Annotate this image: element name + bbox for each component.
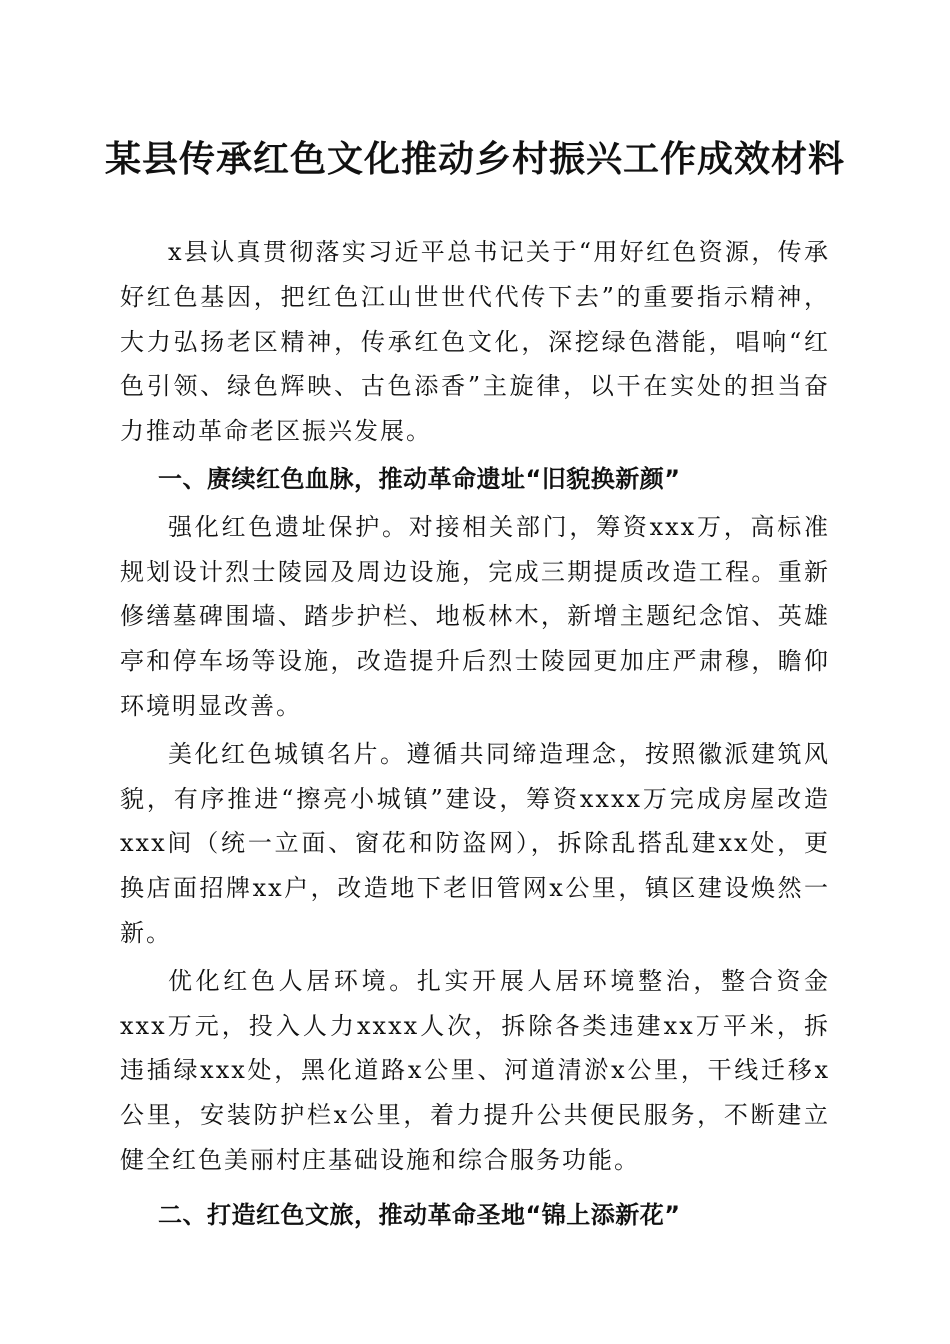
section-1-heading: 一、赓续红色血脉，推动革命遗址“旧貌换新颜” xyxy=(158,464,681,493)
document-body xyxy=(120,230,830,1241)
document-title: 某县传承红色文化推动乡村振兴工作成效材料 xyxy=(104,138,845,180)
section-2-heading: 二、打造红色文旅，推动革命圣地“锦上添新花” xyxy=(158,1200,681,1229)
section-1-paragraph-1: 强化红色遗址保护。对接相关部门，筹资xxx万，高标准规划设计烈士陵园及周边设施，完成三期提质改造工程。重新修缮墓碑围墙、踏步护栏、地板林木，新增主题纪念馆、英雄亭和停车场等设施，改造提升后烈士陵园更加庄严肃穆，瞻仰环境明显改善。 xyxy=(120,512,830,720)
intro-paragraph: x县认真贯彻落实习近平总书记关于“用好红色资源，传承好红色基因，把红色江山世世代代传下去”的重要指示精神，大力弘扬老区精神，传承红色文化，深挖绿色潜能，唱响“红色引领、绿色辉映、古色添香”主旋律，以干在实处的担当奋力推动革命老区振兴发展。 xyxy=(120,238,830,446)
section-1-paragraph-2: 美化红色城镇名片。遵循共同缔造理念，按照徽派建筑风貌，有序推进“擦亮小城镇”建设，筹资xxxx万完成房屋改造xxx间（统一立面、窗花和防盗网），拆除乱搭乱建xx处，更换店面招牌xx户，改造地下老旧管网x公里，镇区建设焕然一新。 xyxy=(120,739,830,947)
section-1-paragraph-3: 优化红色人居环境。扎实开展人居环境整治，整合资金xxx万元，投入人力xxxx人次，拆除各类违建xx万平米，拆违插绿xxx处，黑化道路x公里、河道清淤x公里，干线迁移x公里，安装防护栏x公里，着力提升公共便民服务，不断建立健全红色美丽村庄基础设施和综合服务功能。 xyxy=(120,966,830,1174)
